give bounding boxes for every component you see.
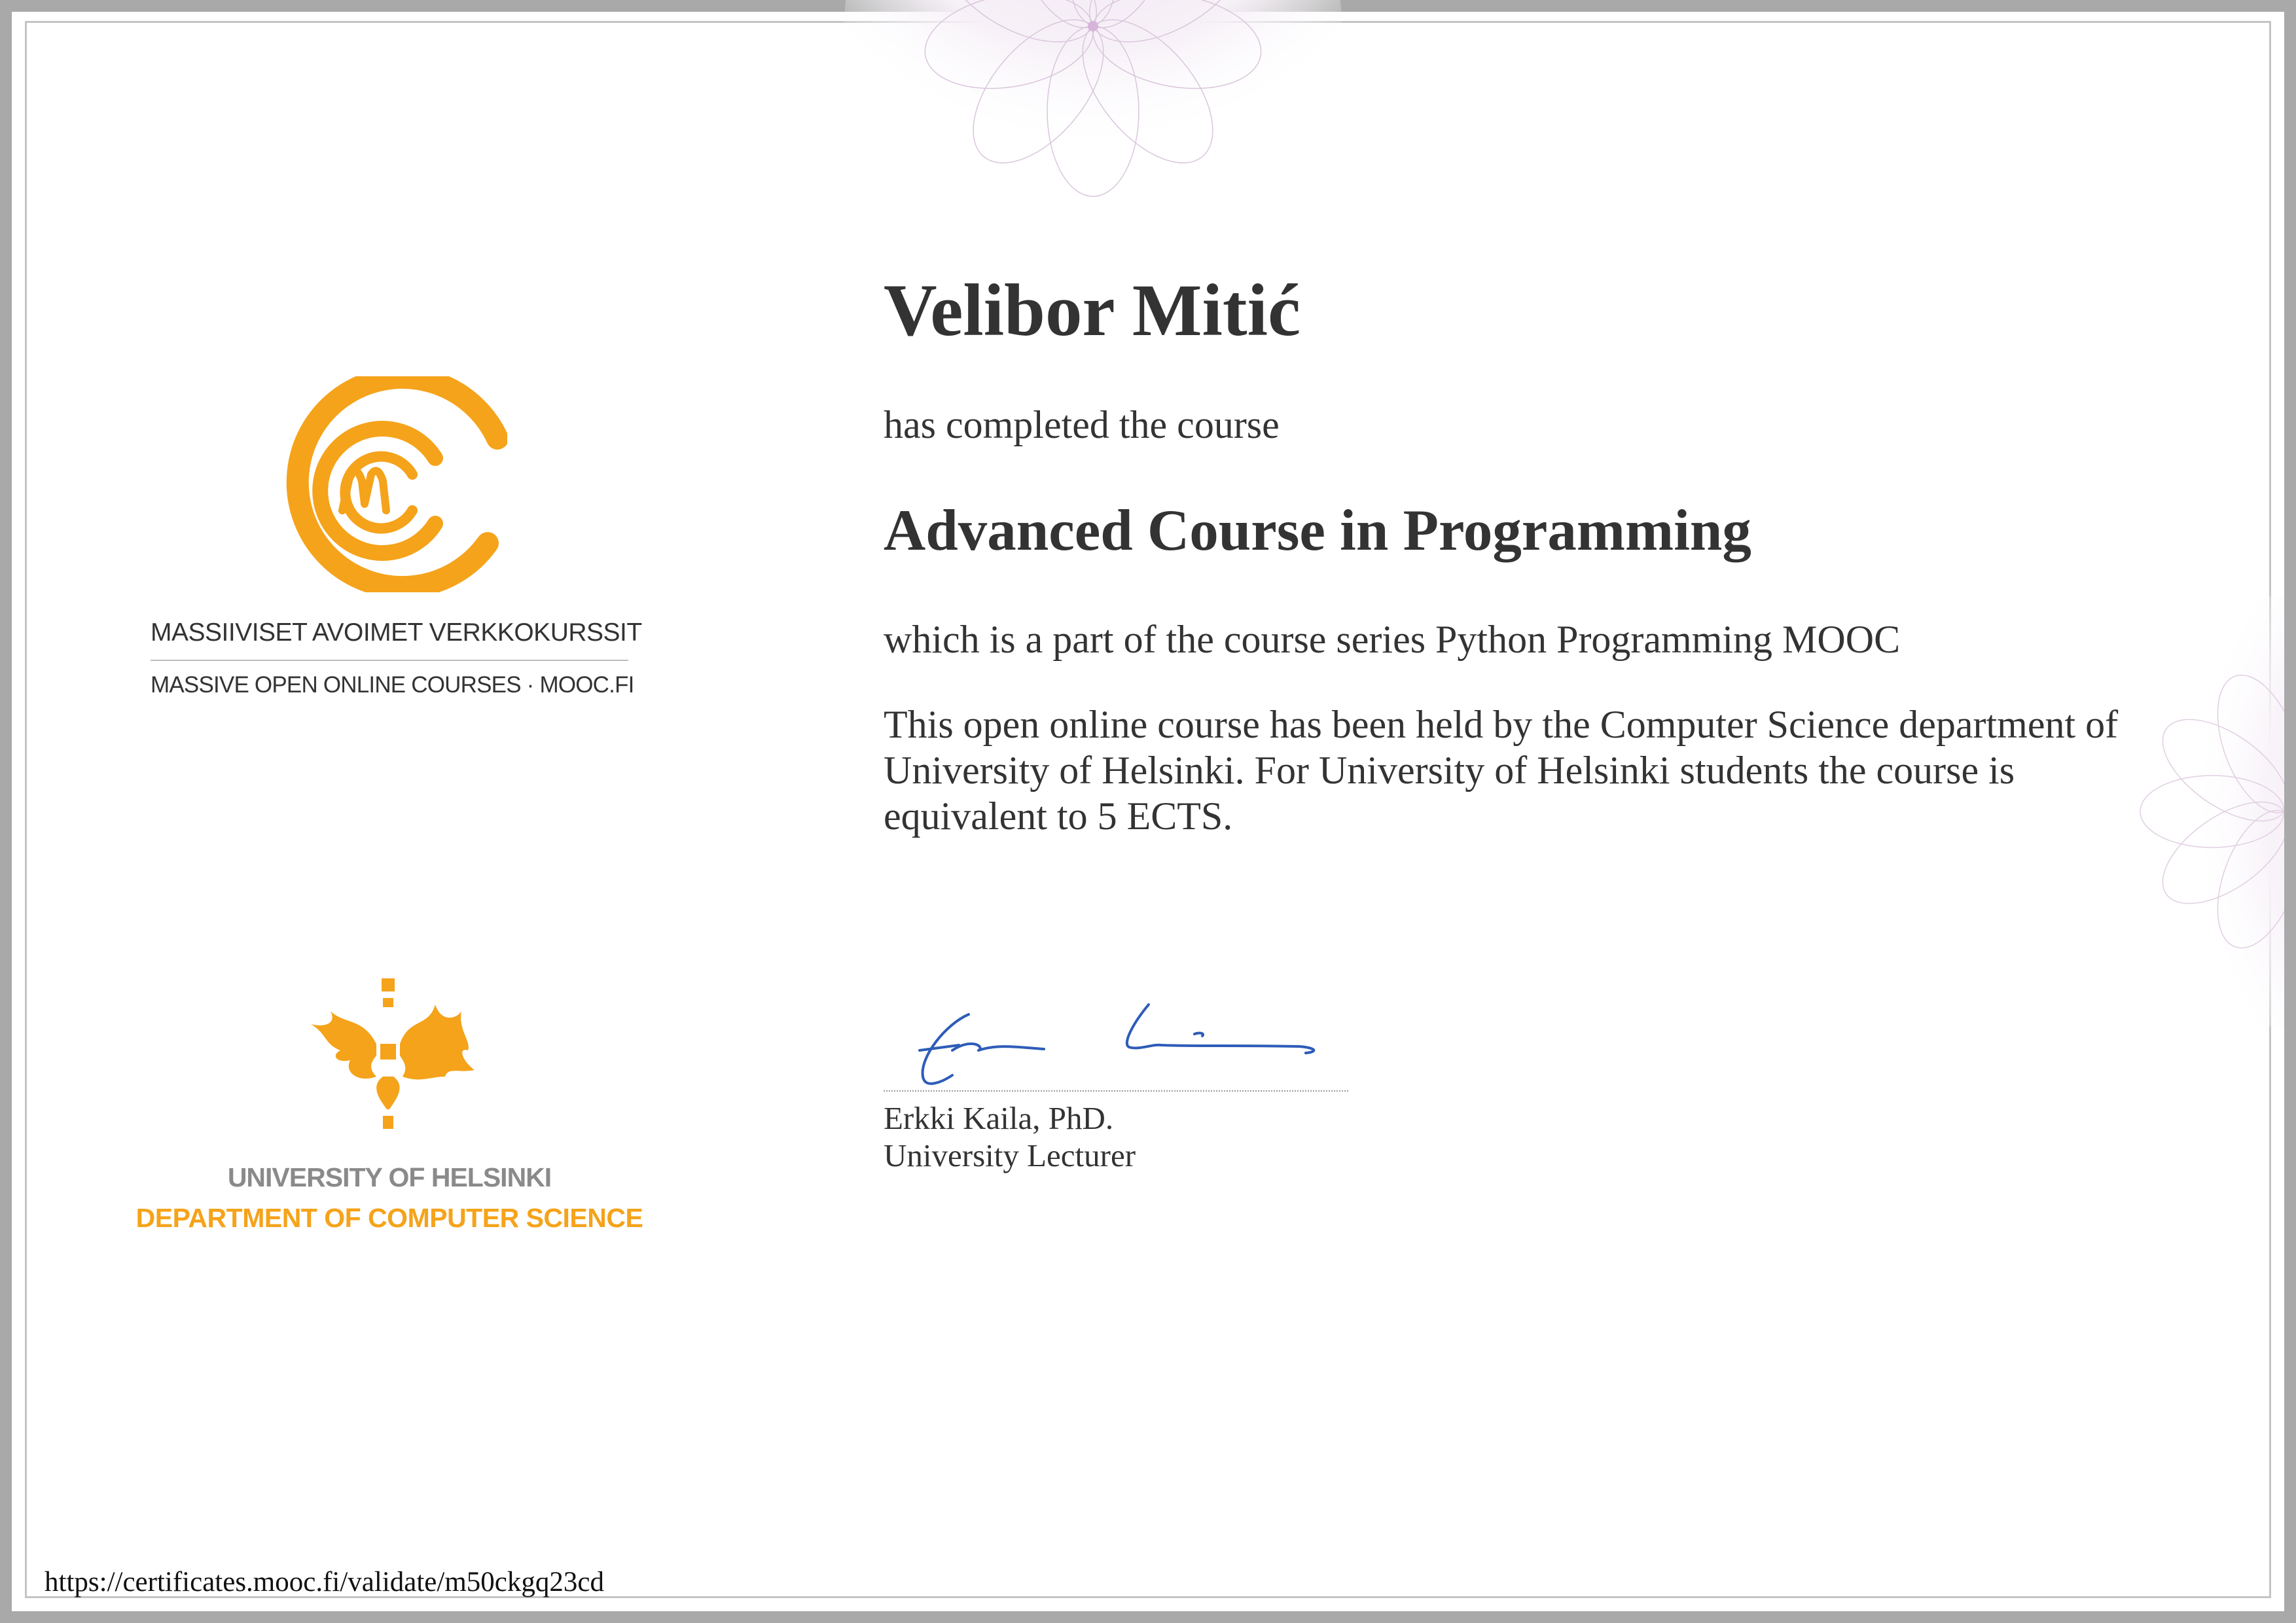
signer-title: University Lecturer: [884, 1137, 1136, 1173]
guilloche-rosette-top: [844, 0, 1342, 275]
department-name: DEPARTMENT OF COMPUTER SCIENCE: [135, 1203, 643, 1233]
university-name: UNIVERSITY OF HELSINKI: [227, 1162, 552, 1192]
signer-name: Erkki Kaila, PhD.: [884, 1100, 1114, 1136]
signature-line: [884, 1090, 1348, 1092]
university-of-helsinki-flame-icon: [304, 978, 475, 1132]
recipient-name: Velibor Mitić: [884, 270, 1301, 351]
mooc-logo-icon: [272, 376, 507, 592]
course-description: This open online course has been held by the Computer Science department of University of Helsinki. For University of Helsinki students the course is equivalent to 5 ECTS.: [884, 703, 2119, 838]
mooc-logo-text-finnish: MASSIIVISET AVOIMET VERKKOKURSSIT: [151, 618, 642, 647]
mooc-logo-divider: [151, 660, 628, 661]
completed-text: has completed the course: [884, 403, 1280, 446]
mooc-logo-text-english: MASSIVE OPEN ONLINE COURSES · MOOC.FI: [151, 672, 634, 698]
handwritten-signature-icon: [906, 998, 1338, 1090]
guilloche-rosette-right: [2127, 589, 2284, 1034]
course-series-text: which is a part of the course series Python Programming MOOC: [884, 618, 1901, 661]
validation-url[interactable]: https://certificates.mooc.fi/validate/m50ckgq23cd: [45, 1567, 604, 1597]
course-title: Advanced Course in Programming: [884, 499, 1751, 563]
